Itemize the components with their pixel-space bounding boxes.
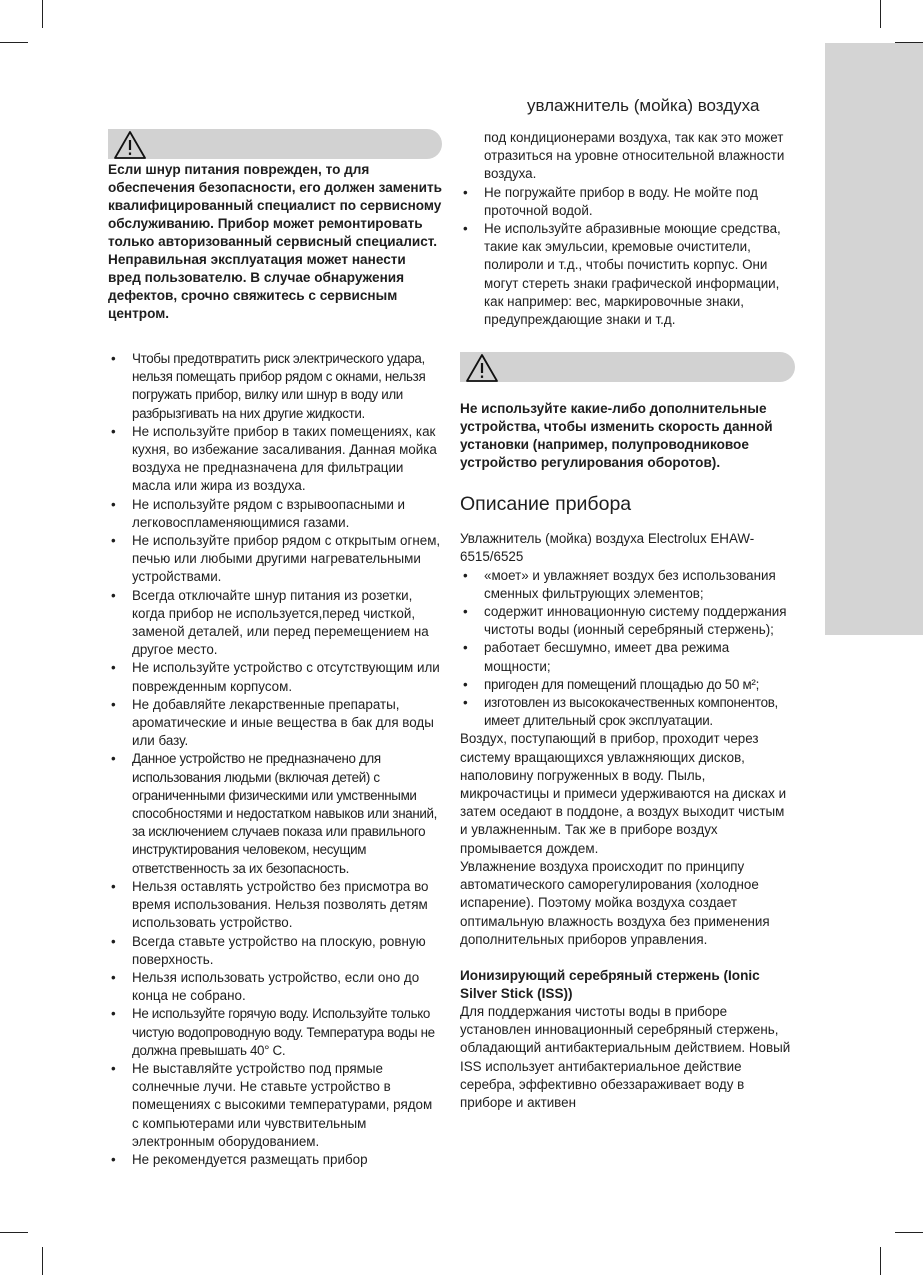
warning-text: Не используйте какие-либо дополнительные устройства, чтобы изменить скорость данной установки (например, полупроводниковое устройство регулирования оборотов). [460, 401, 773, 471]
list-item: • Не рекомендуется размещать прибор [108, 1151, 442, 1169]
list-item: • Всегда ставьте устройство на плоскую, ровную поверхность. [108, 933, 442, 969]
right-column [460, 129, 795, 1112]
crop-mark [880, 1247, 881, 1275]
list-item: • Не используйте абразивные моющие средства, такие как эмульсии, кремовые очистители, полироли и т.д., чтобы почистить корпус. Они могут стереть знаки графической информации, как например: вес, маркировочные знаки, предупреждающие знаки и т.д. [460, 220, 795, 329]
crop-mark [895, 1232, 923, 1233]
warning-icon [465, 353, 499, 383]
list-item: • Чтобы предотвратить риск электрического удара, нельзя помещать прибор рядом с окнами, нельзя погружать прибор, вилку или шнур в воду или разбрызгивать на них другие жидкости. [108, 350, 442, 423]
list-item: • Не используйте горячую воду. Используйте только чистую водопроводную воду. Температура воды не должна превышать 40° С. [108, 1005, 442, 1060]
list-item: • Данное устройство не предназначено для использования людьми (включая детей) с ограниченными физическими или умственными способностями и недостатком навыков или знаний, за исключением случаев показа или правильного инструктирования человеком, несущим ответственность за их безопасность. [108, 750, 442, 877]
list-item: • Нельзя оставлять устройство без присмотра во время использования. Нельзя позволять детям использовать устройство. [108, 878, 442, 933]
warning-bar [460, 352, 795, 382]
subheading: Ионизирующий серебряный стержень (Ionic Silver Stick (ISS)) [460, 967, 760, 1001]
intro-text: Увлажнитель (мойка) воздуха Electrolux EHAW-6515/6525 [460, 531, 755, 565]
list-item: • Не выставляйте устройство под прямые солнечные лучи. Не ставьте устройство в помещениях с высокими температурами, рядом с компьютерами или чувствительным электронным оборудованием. [108, 1060, 442, 1151]
safety-list [108, 350, 442, 1169]
section-title: Описание прибора [460, 493, 632, 516]
crop-mark [42, 0, 43, 28]
list-item: • Не используйте устройство с отсутствующим или поврежденным корпусом. [108, 659, 442, 695]
list-item: • Нельзя использовать устройство, если оно до конца не собрано. [108, 969, 442, 1005]
list-item: • Не используйте рядом с взрывоопасными и легковоспламеняющимися газами. [108, 496, 442, 532]
list-item: • «моет» и увлажняет воздух без использования сменных фильтрующих элементов; [460, 567, 795, 603]
list-item: • пригоден для помещений площадью до 50 м²; [460, 676, 795, 694]
list-item: • Не используйте прибор рядом с открытым огнем, печью или любыми другими нагревательными устройствами. [108, 532, 442, 587]
list-item: • Не добавляйте лекарственные препараты, ароматические и иные вещества в бак для воды или базу. [108, 696, 442, 751]
running-title: увлажнитель (мойка) воздуха [527, 96, 760, 115]
list-item: • изготовлен из высококачественных компонентов, имеет длительный срок эксплуатации. [460, 694, 795, 730]
list-item: • работает бесшумно, имеет два режима мощности; [460, 639, 795, 675]
warning-text: Если шнур питания поврежден, то для обеспечения безопасности, его должен заменить квалифицированный специалист по сервисному обслуживанию. Прибор может ремонтировать только авторизованный сервисный специалист. Неправильная эксплуатация может нанести вред пользователю. В случае обнаружения дефектов, срочно свяжитесь с сервисным центром. [108, 162, 442, 321]
body-paragraph: Для поддержания чистоты воды в приборе установлен инновационный серебряный стержень, обладающий антибактериальным действием. Новый ISS использует антибактериальное действие серебра, эффективно обеззараживает воду в приборе и активен [460, 1003, 791, 1110]
body-paragraph: Воздух, поступающий в прибор, проходит через систему вращающихся увлажняющих дисков, наполовину погруженных в воду. Пыль, микрочастицы и примеси удерживаются на дисках и затем оседают в поддоне, а воздух выходит чистым и увлажненным. Так же в приборе воздух промывается дождем. [460, 731, 787, 856]
care-list [460, 184, 795, 330]
warning-icon [113, 130, 147, 160]
crop-mark [0, 1232, 28, 1233]
crop-mark [42, 1247, 43, 1275]
left-column [108, 129, 442, 1169]
continuation-text: под кондиционерами воздуха, так как это может отразиться на уровне относительной влажности воздуха. [484, 130, 785, 182]
list-item: • содержит инновационную систему поддержания чистоты воды (ионный серебряный стержень); [460, 603, 795, 639]
chapter-tab [825, 43, 923, 635]
list-item: • Всегда отключайте шнур питания из розетки, когда прибор не используется,перед чисткой, заменой деталей, или перед перемещением на другое место. [108, 587, 442, 660]
feature-list [460, 567, 795, 731]
list-item: • Не используйте прибор в таких помещениях, как кухня, во избежание засаливания. Данная мойка воздуха не предназначена для фильтрации масла или жира из воздуха. [108, 423, 442, 496]
crop-mark [0, 42, 28, 43]
list-item: • Не погружайте прибор в воду. Не мойте под проточной водой. [460, 184, 795, 220]
warning-bar [108, 129, 442, 159]
body-paragraph: Увлажнение воздуха происходит по принципу автоматического саморегулирования (холодное испарение). Поэтому мойка воздуха создает оптимальную влажность воздуха без применения дополнительных приборов управления. [460, 858, 770, 947]
crop-mark [880, 0, 881, 28]
